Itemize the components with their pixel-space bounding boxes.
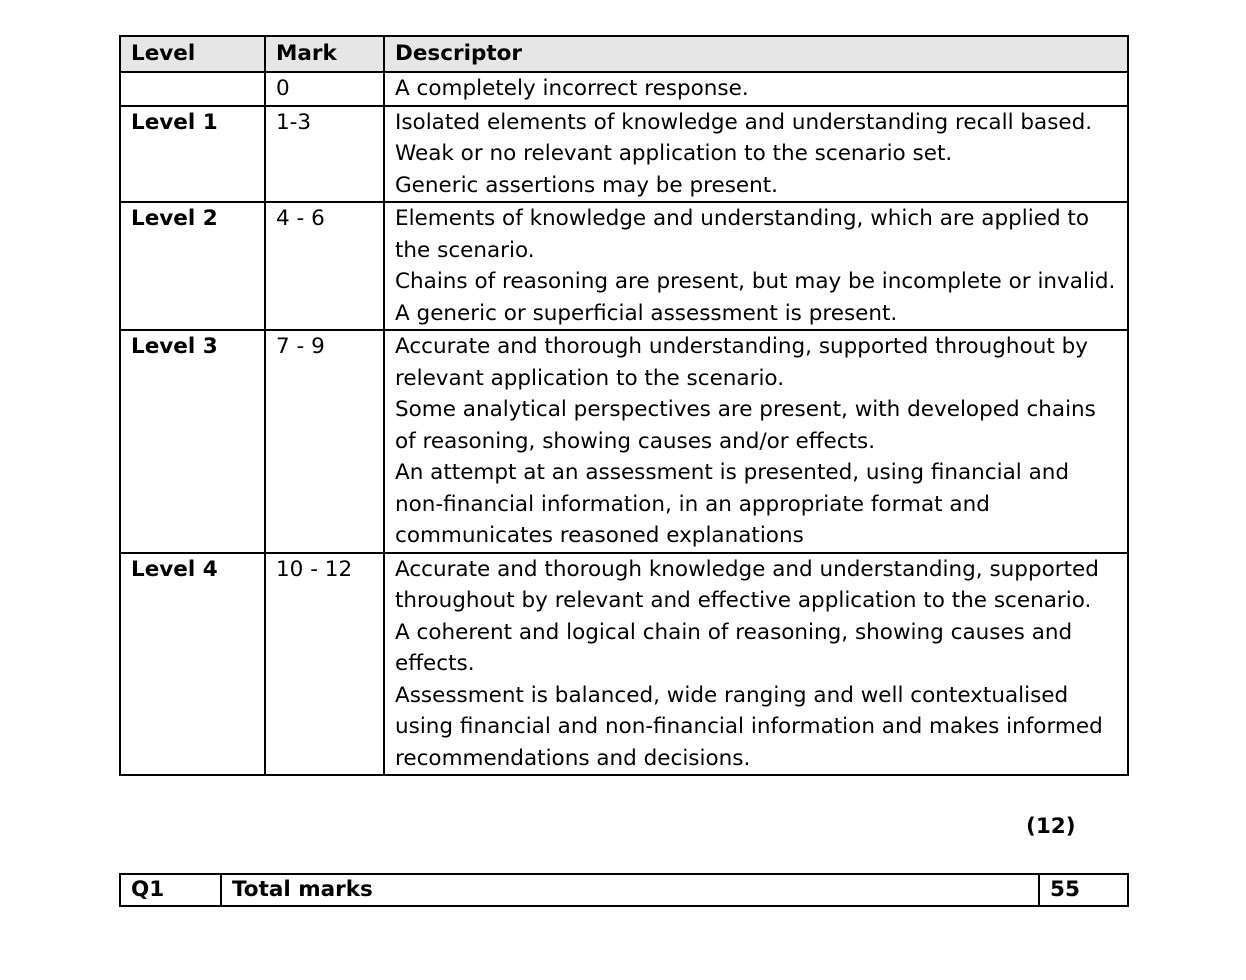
descriptor-cell — [384, 106, 1128, 203]
question-marks: (12) — [1026, 814, 1076, 839]
descriptor-line: Isolated elements of knowledge and understanding recall based. — [395, 109, 1093, 135]
descriptor-line: using financial and non-financial information and makes informed — [395, 714, 1103, 739]
descriptor-line: effects. — [395, 651, 475, 676]
descriptor-line: Some analytical perspectives are present, with developed chains — [395, 397, 1096, 422]
descriptor-line: Weak or no relevant application to the scenario set. — [395, 141, 953, 166]
descriptor-line: Elements of knowledge and understanding, which are applied to — [395, 206, 1090, 231]
descriptor-line: non-financial information, in an appropriate format and — [395, 491, 990, 517]
level-cell: Level 2 — [120, 202, 265, 330]
table-row — [120, 553, 1128, 776]
descriptor-line: Assessment is balanced, wide ranging and well contextualised — [395, 682, 1069, 708]
level-cell: Level 4 — [120, 553, 265, 776]
descriptor-line: A generic or superficial assessment is present. — [395, 300, 898, 326]
header-descriptor: Descriptor — [384, 36, 1128, 72]
descriptor-line: relevant application to the scenario. — [395, 365, 785, 391]
total-marks-table — [119, 873, 1129, 907]
descriptor-cell — [384, 553, 1128, 776]
descriptor-line: recommendations and decisions. — [395, 745, 751, 771]
table-row — [120, 106, 1128, 203]
descriptor-line: throughout by relevant and effective application to the scenario. — [395, 588, 1092, 613]
level-cell: Level 1 — [120, 106, 265, 203]
descriptor-line: the scenario. — [395, 237, 535, 263]
descriptor-line: Chains of reasoning are present, but may be incomplete or invalid. — [395, 269, 1116, 294]
level-cell: Level 3 — [120, 330, 265, 553]
descriptor-line: An attempt at an assessment is presented, using financial and — [395, 460, 1070, 485]
mark-cell: 7 - 9 — [265, 330, 384, 553]
levels-of-response-table — [119, 35, 1129, 776]
total-marks-value: 55 — [1039, 874, 1128, 906]
table-row — [120, 330, 1128, 553]
header-level: Level — [120, 36, 265, 72]
header-mark: Mark — [265, 36, 384, 72]
descriptor-line: A coherent and logical chain of reasoning, showing causes and — [395, 619, 1073, 645]
level-cell — [120, 72, 265, 106]
mark-cell: 1-3 — [265, 106, 384, 203]
total-marks-row — [120, 874, 1128, 906]
total-marks-label: Total marks — [221, 874, 1039, 906]
mark-cell: 0 — [265, 72, 384, 106]
question-number: Q1 — [120, 874, 221, 906]
table-header-row — [120, 36, 1128, 72]
descriptor-line: communicates reasoned explanations — [395, 523, 804, 548]
descriptor-cell — [384, 330, 1128, 553]
descriptor-line: Generic assertions may be present. — [395, 172, 779, 198]
descriptor-line: of reasoning, showing causes and/or effects. — [395, 428, 876, 454]
mark-cell: 10 - 12 — [265, 553, 384, 776]
descriptor-cell — [384, 202, 1128, 330]
table-row — [120, 72, 1128, 106]
descriptor-cell — [384, 72, 1128, 106]
descriptor-line: Accurate and thorough knowledge and understanding, supported — [395, 556, 1099, 582]
mark-cell: 4 - 6 — [265, 202, 384, 330]
table-row — [120, 202, 1128, 330]
descriptor-line: A completely incorrect response. — [395, 76, 749, 101]
descriptor-line: Accurate and thorough understanding, supported throughout by — [395, 334, 1088, 359]
